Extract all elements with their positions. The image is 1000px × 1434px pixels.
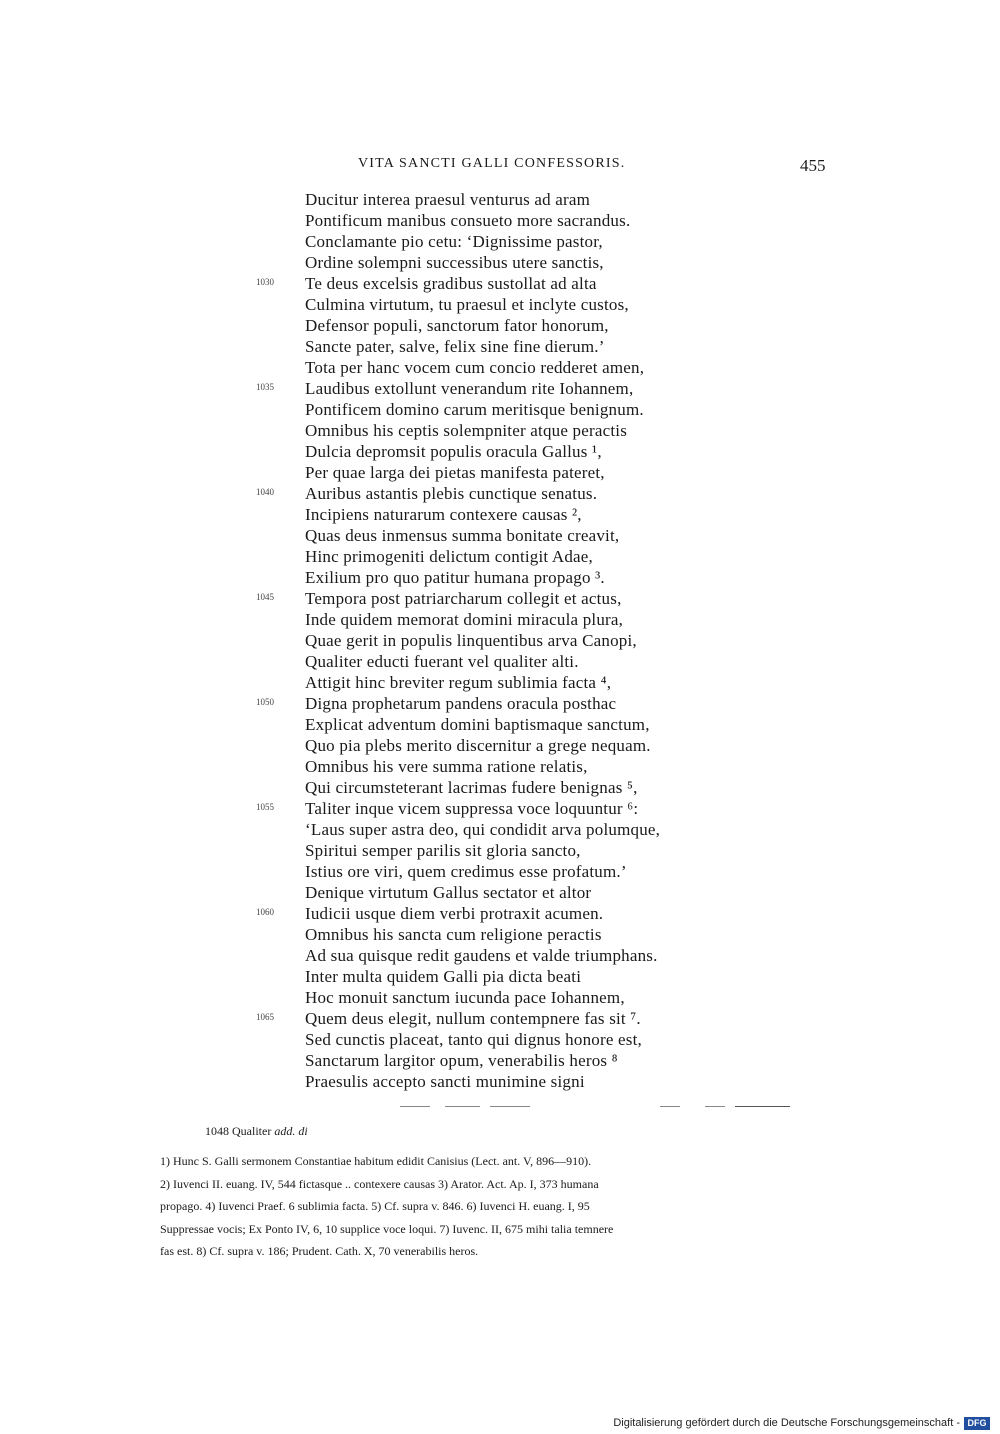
verse-line — [0, 505, 1000, 526]
separator-rule — [305, 1106, 790, 1108]
verse-text: Sancte pater, salve, felix sine fine dierum.’ — [305, 337, 605, 356]
verse-text: Quas deus inmensus summa bonitate creavit, — [305, 526, 620, 545]
verse-line — [0, 526, 1000, 547]
verse-text: Quem deus elegit, nullum contempnere fas sit ⁷. — [305, 1009, 641, 1028]
verse-text: Qui circumsteterant lacrimas fudere benignas ⁵, — [305, 778, 638, 797]
verse-line — [0, 316, 1000, 337]
verse-line — [0, 400, 1000, 421]
footnote-line: fas est. 8) Cf. supra v. 186; Prudent. Cath. X, 70 venerabilis heros. — [160, 1244, 479, 1258]
verse-line — [0, 694, 1000, 715]
line-number: 1055 — [256, 802, 274, 812]
line-number: 1040 — [256, 487, 274, 497]
verse-line — [0, 421, 1000, 442]
line-number: 1060 — [256, 907, 274, 917]
verse-text: Tota per hanc vocem cum concio redderet amen, — [305, 358, 645, 377]
verse-line — [0, 778, 1000, 799]
line-number: 1065 — [256, 1012, 274, 1022]
verse-text: Laudibus extollunt venerandum rite Iohannem, — [305, 379, 634, 398]
page-number: 455 — [800, 156, 826, 175]
verse-text: Ducitur interea praesul venturus ad aram — [305, 190, 591, 209]
verse-text: ‘Laus super astra deo, qui condidit arva polumque, — [305, 820, 661, 839]
verse-text: Incipiens naturarum contexere causas ², — [305, 505, 582, 524]
verse-line — [0, 883, 1000, 904]
line-number: 1035 — [256, 382, 274, 392]
verse-text: Te deus excelsis gradibus sustollat ad alta — [305, 274, 597, 293]
verse-line — [0, 988, 1000, 1009]
line-number: 1050 — [256, 697, 274, 707]
verse-text: Omnibus his sancta cum religione peractis — [305, 925, 602, 944]
line-number: 1030 — [256, 277, 274, 287]
footnote-line: 2) Iuvenci II. euang. IV, 544 fictasque .. contexere causas 3) Arator. Act. Ap. I, 373 humana — [160, 1176, 599, 1191]
verse-line — [0, 946, 1000, 967]
verse-line — [0, 1072, 1000, 1093]
verse-line — [0, 442, 1000, 463]
credit-text: Digitalisierung gefördert durch die Deutsche Forschungsgemeinschaft - — [613, 1417, 960, 1429]
verse-line — [0, 190, 1000, 211]
verse-line — [0, 589, 1000, 610]
footnote-line: propago. 4) Iuvenci Praef. 6 sublimia facta. 5) Cf. supra v. 846. 6) Iuvenci H. euang. I, 95 — [160, 1199, 590, 1213]
verse-text: Explicat adventum domini baptismaque sanctum, — [305, 715, 650, 734]
dfg-logo: DFG — [964, 1417, 990, 1430]
verse-text: Exilium pro quo patitur humana propago ³. — [305, 568, 605, 587]
verse-text: Hoc monuit sanctum iucunda pace Iohannem, — [305, 988, 625, 1007]
verse-text: Per quae larga dei pietas manifesta pateret, — [305, 463, 605, 482]
verse-text: Sed cunctis placeat, tanto qui dignus honore est, — [305, 1030, 642, 1049]
verse-line — [0, 967, 1000, 988]
verse-line — [0, 484, 1000, 505]
verse-line — [0, 820, 1000, 841]
poem-text — [0, 190, 1000, 1093]
verse-text: Spiritui semper parilis sit gloria sancto, — [305, 841, 581, 860]
critical-apparatus — [205, 1124, 308, 1139]
verse-line — [0, 295, 1000, 316]
apparatus-note: add. di — [274, 1124, 308, 1138]
verse-text: Digna prophetarum pandens oracula posthac — [305, 694, 617, 713]
verse-text: Tempora post patriarcharum collegit et actus, — [305, 589, 622, 608]
verse-line — [0, 274, 1000, 295]
verse-line — [0, 379, 1000, 400]
line-number: 1045 — [256, 592, 274, 602]
apparatus-line-ref: 1048 — [205, 1124, 229, 1138]
verse-line — [0, 610, 1000, 631]
verse-text: Ad sua quisque redit gaudens et valde triumphans. — [305, 946, 658, 965]
verse-line — [0, 904, 1000, 925]
verse-line — [0, 337, 1000, 358]
verse-text: Conclamante pio cetu: ‘Dignissime pastor, — [305, 232, 603, 251]
verse-text: Culmina virtutum, tu praesul et inclyte custos, — [305, 295, 629, 314]
verse-line — [0, 1009, 1000, 1030]
footnote-line: 1) Hunc S. Galli sermonem Constantiae habitum edidit Canisius (Lect. ant. V, 896—910). — [160, 1154, 592, 1168]
verse-line — [0, 547, 1000, 568]
verse-line — [0, 463, 1000, 484]
verse-text: Taliter inque vicem suppressa voce loquuntur ⁶: — [305, 799, 639, 818]
verse-line — [0, 757, 1000, 778]
verse-line — [0, 253, 1000, 274]
verse-line — [0, 715, 1000, 736]
verse-text: Qualiter educti fuerant vel qualiter alti. — [305, 652, 579, 671]
verse-text: Pontificem domino carum meritisque benignum. — [305, 400, 644, 419]
verse-text: Auribus astantis plebis cunctique senatus. — [305, 484, 598, 503]
verse-line — [0, 631, 1000, 652]
verse-text: Omnibus his ceptis solempniter atque peractis — [305, 421, 628, 440]
verse-text: Dulcia depromsit populis oracula Gallus ¹, — [305, 442, 602, 461]
verse-text: Inde quidem memorat domini miracula plura, — [305, 610, 624, 629]
verse-line — [0, 862, 1000, 883]
verse-line — [0, 925, 1000, 946]
verse-text: Sanctarum largitor opum, venerabilis heros ⁸ — [305, 1051, 618, 1070]
verse-text: Ordine solempni successibus utere sanctis, — [305, 253, 604, 272]
verse-line — [0, 1051, 1000, 1072]
verse-line — [0, 1030, 1000, 1051]
digitization-credit — [613, 1416, 990, 1430]
verse-line — [0, 799, 1000, 820]
verse-text: Pontificum manibus consueto more sacrandus. — [305, 211, 631, 230]
verse-line — [0, 841, 1000, 862]
verse-text: Iudicii usque diem verbi protraxit acumen. — [305, 904, 604, 923]
verse-text: Praesulis accepto sancti munimine signi — [305, 1072, 585, 1091]
verse-text: Quae gerit in populis linquentibus arva Canopi, — [305, 631, 637, 650]
footnotes — [160, 1150, 836, 1263]
verse-line — [0, 211, 1000, 232]
verse-line — [0, 568, 1000, 589]
apparatus-text: Qualiter — [232, 1124, 272, 1138]
verse-text: Istius ore viri, quem credimus esse profatum.’ — [305, 862, 627, 881]
verse-text: Attigit hinc breviter regum sublimia facta ⁴, — [305, 673, 612, 692]
verse-line — [0, 673, 1000, 694]
verse-line — [0, 652, 1000, 673]
verse-line — [0, 358, 1000, 379]
verse-text: Inter multa quidem Galli pia dicta beati — [305, 967, 582, 986]
running-title: VITA SANCTI GALLI CONFESSORIS. — [358, 156, 626, 171]
verse-text: Hinc primogeniti delictum contigit Adae, — [305, 547, 593, 566]
verse-text: Quo pia plebs merito discernitur a grege nequam. — [305, 736, 651, 755]
verse-text: Denique virtutum Gallus sectator et altor — [305, 883, 592, 902]
verse-line — [0, 736, 1000, 757]
verse-text: Defensor populi, sanctorum fator honorum, — [305, 316, 609, 335]
verse-text: Omnibus his vere summa ratione relatis, — [305, 757, 588, 776]
verse-line — [0, 232, 1000, 253]
footnote-line: Suppressae vocis; Ex Ponto IV, 6, 10 supplice voce loqui. 7) Iuvenc. II, 675 mihi talia temnere — [160, 1221, 614, 1236]
